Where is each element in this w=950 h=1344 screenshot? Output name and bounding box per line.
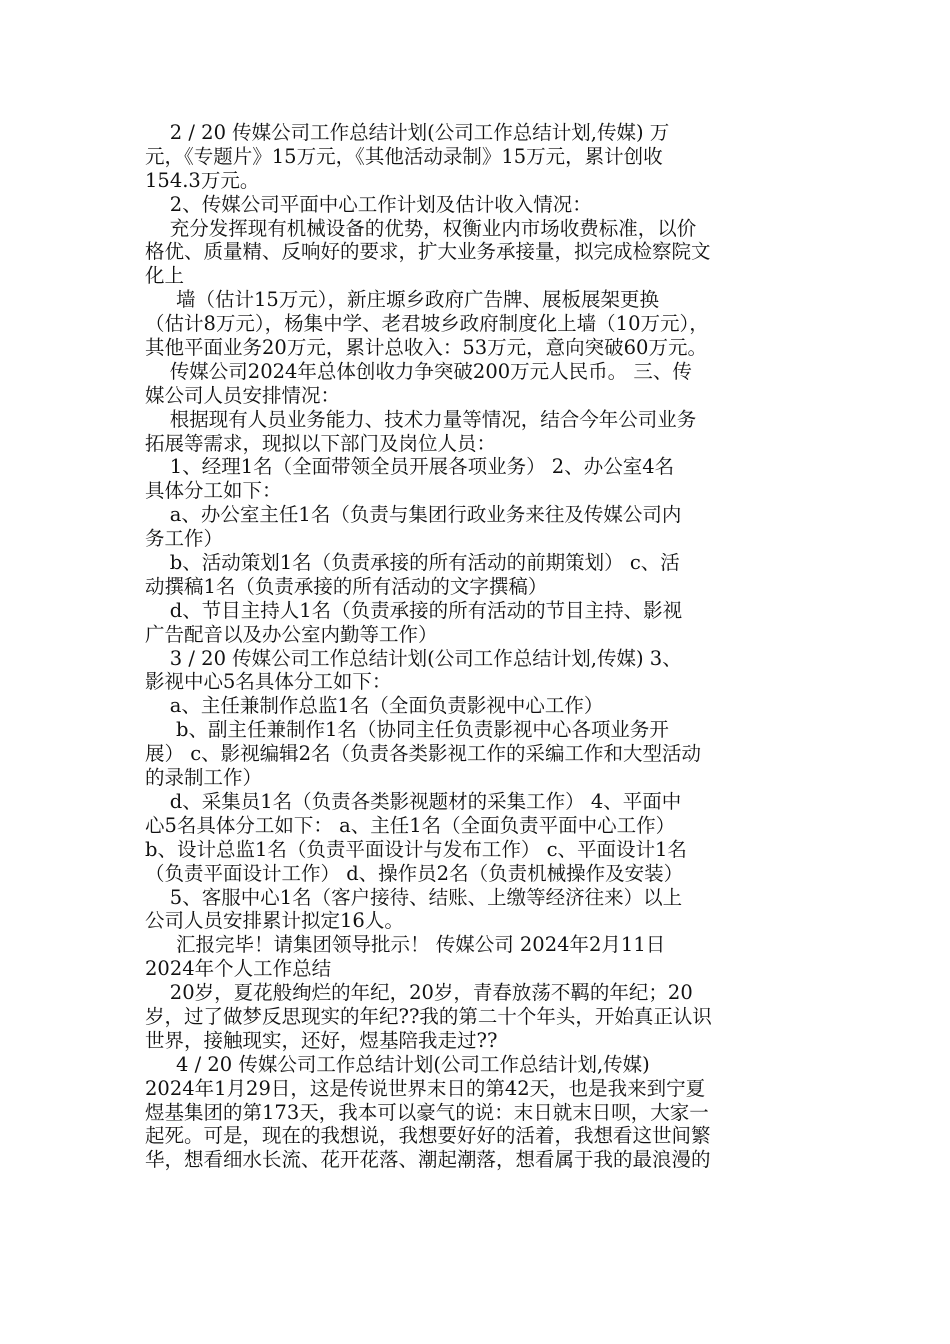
text-line: 2024年个人工作总结 [145,957,332,981]
text-line: 154.3万元。 [145,168,260,192]
text-line: 汇报完毕！请集团领导批示！ 传媒公司 2024年2月11日 [145,933,666,957]
text-line: 充分发挥现有机械设备的优势，权衡业内市场收费标准，以价 [145,216,697,240]
text-line: 华，想看细水长流、花开花落、潮起潮落，想看属于我的最浪漫的 [145,1148,711,1172]
text-line: 煜基集团的第173天，我本可以豪气的说：末日就末日呗，大家一 [145,1100,709,1124]
text-line: 广告配音以及办公室内勤等工作） [145,622,438,646]
text-line: b、活动策划1名（负责承接的所有活动的前期策划） c、活 [145,551,680,575]
text-line: b、设计总监1名（负责平面设计与发布工作） c、平面设计1名 [145,837,687,861]
text-line: 的录制工作） [145,766,263,790]
text-line: 起死。可是，现在的我想说，我想要好好的活着，我想看这世间繁 [145,1124,711,1148]
text-line: 心5名具体分工如下： a、主任1名（全面负责平面中心工作） [145,813,676,837]
text-line: 世界，接触现实，还好，煜基陪我走过?? [145,1028,498,1052]
text-line: 20岁，夏花般绚烂的年纪，20岁，青春放荡不羁的年纪；20 [145,981,693,1005]
text-line: b、副主任兼制作1名（协同主任负责影视中心各项业务开 [145,718,669,742]
text-line: 根据现有人员业务能力、技术力量等情况，结合今年公司业务 [145,407,697,431]
text-line: 化上 [145,264,185,288]
text-line: 展） c、影视编辑2名（负责各类影视工作的采编工作和大型活动 [145,742,702,766]
text-line: 元，《专题片》15万元，《其他活动录制》15万元，累计创收 [145,144,663,168]
text-line: 格优、质量精、反响好的要求，扩大业务承接量，拟完成检察院文 [145,240,711,264]
text-line: 1、经理1名（全面带领全员开展各项业务） 2、办公室4名 [145,455,675,479]
text-line: （估计8万元），杨集中学、老君坡乡政府制度化上墙（10万元）， [145,312,709,336]
text-line: 其他平面业务20万元，累计总收入：53万元，意向突破60万元。 [145,336,707,360]
document-body [145,121,813,1172]
text-line: 3 / 20 传媒公司工作总结计划(公司工作总结计划,传媒) 3、 [145,646,682,670]
text-line: 传媒公司2024年总体创收力争突破200万元人民币。 三、传 [145,359,692,383]
text-line: a、办公室主任1名（负责与集团行政业务来往及传媒公司内 [145,503,682,527]
text-line: 务工作） [145,527,224,551]
text-line: 动撰稿1名（负责承接的所有活动的文字撰稿） [145,574,548,598]
text-line: 5、客服中心1名（客户接待、结账、上缴等经济往来）以上 [145,885,683,909]
text-line: 4 / 20 传媒公司工作总结计划(公司工作总结计划,传媒) [145,1052,650,1076]
text-line: d、节目主持人1名（负责承接的所有活动的节目主持、影视 [145,598,683,622]
text-line: a、主任兼制作总监1名（全面负责影视中心工作） [145,694,604,718]
text-line: 墙（估计15万元），新庄塬乡政府广告牌、展板展架更换 [145,288,660,312]
text-line: 2、传媒公司平面中心工作计划及估计收入情况： [145,192,592,216]
text-line: 2 / 20 传媒公司工作总结计划(公司工作总结计划,传媒) 万 [145,121,670,144]
text-line: （负责平面设计工作） d、操作员2名（负责机械操作及安装） [145,861,684,885]
text-line: 2024年1月29日，这是传说世界末日的第42天，也是我来到宁夏 [145,1076,706,1100]
text-line: 媒公司人员安排情况： [145,383,341,407]
text-line: 岁，过了做梦反思现实的年纪??我的第二十个年头，开始真正认识 [145,1004,712,1028]
text-line: d、采集员1名（负责各类影视题材的采集工作） 4、平面中 [145,789,682,813]
text-line: 影视中心5名具体分工如下： [145,670,392,694]
text-line: 具体分工如下： [145,479,282,503]
text-line: 拓展等需求，现拟以下部门及岗位人员： [145,431,497,455]
text-line: 公司人员安排累计拟定16人。 [145,909,404,933]
